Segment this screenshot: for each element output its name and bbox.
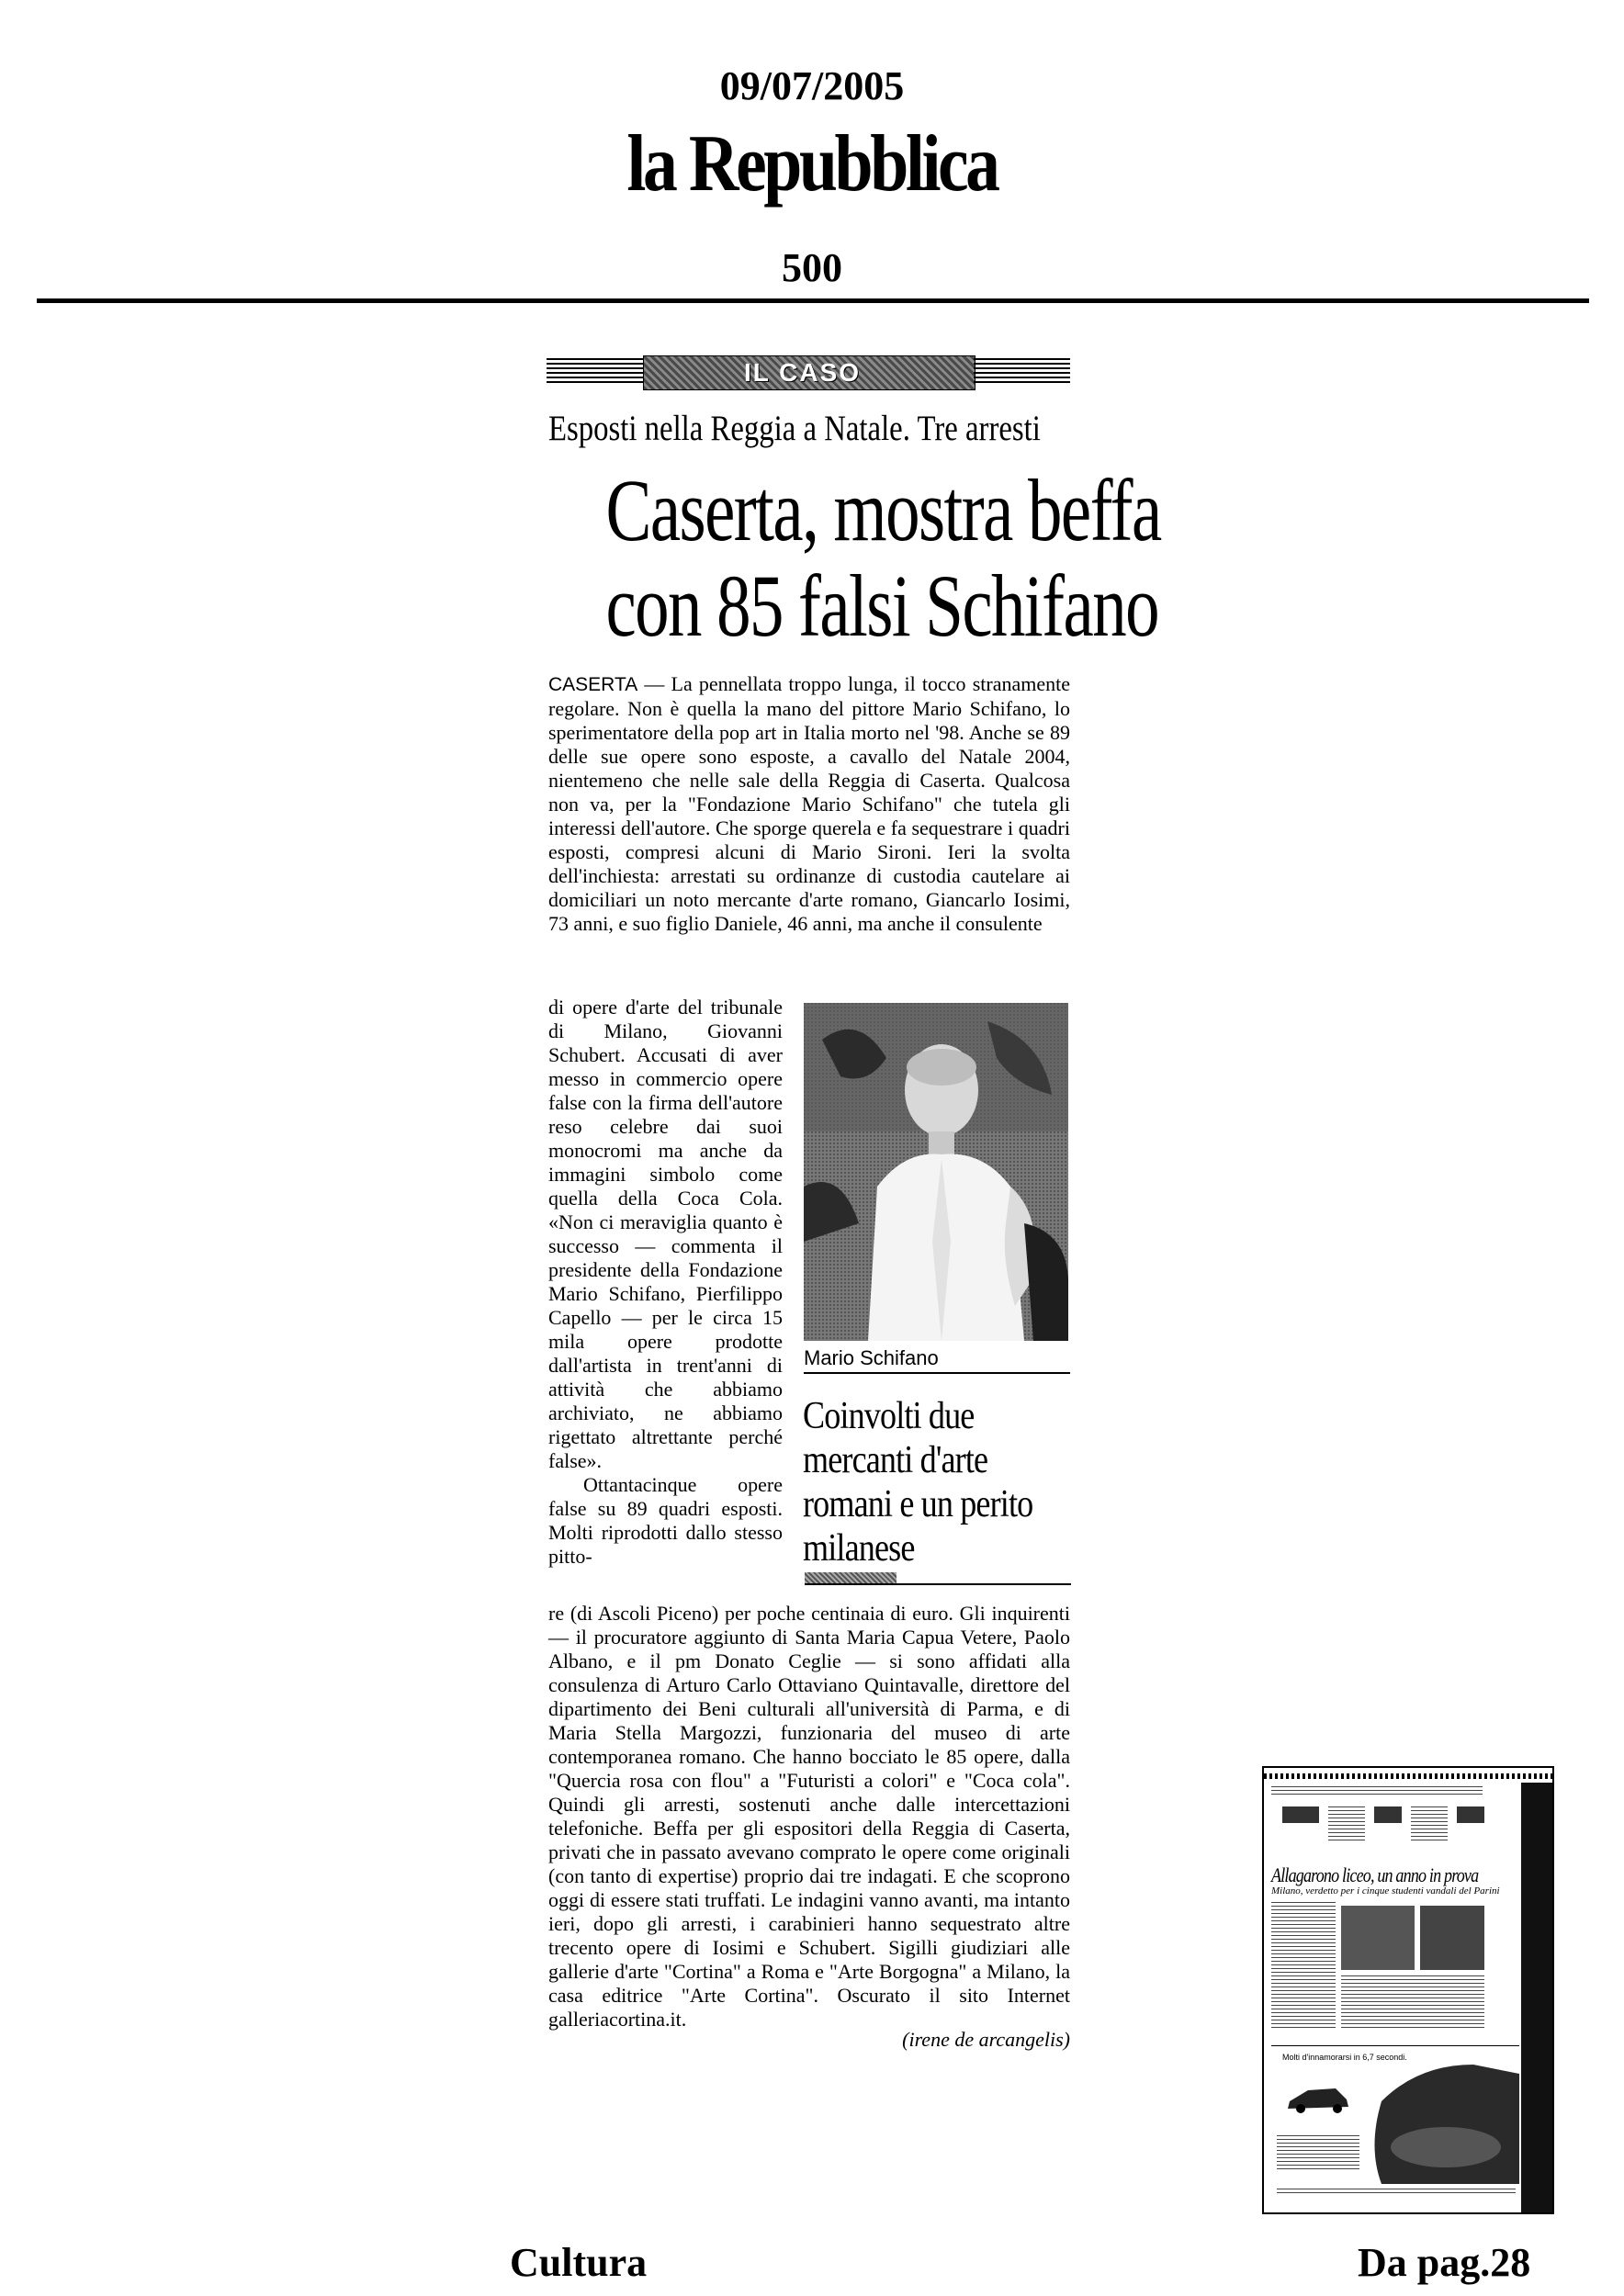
- clipping-date: 09/07/2005: [719, 63, 905, 108]
- headline-line-1: Caserta, mostra beffa: [605, 461, 1161, 559]
- photo-caption: Mario Schifano: [804, 1346, 939, 1369]
- header-rule: [37, 298, 1589, 303]
- thumbnail-photo-strip-2: [1374, 1806, 1402, 1823]
- article-headline: [548, 461, 1161, 655]
- paragraph-narrow-2: Ottantacinque opere false su 89 quadri esposti. Molti riprodotti dallo stesso pitto-: [548, 1473, 783, 1568]
- thumbnail-dark-column: [1521, 1783, 1552, 2212]
- source-page-thumbnail: [1262, 1766, 1554, 2214]
- subhead-line-1: Coinvolti due: [803, 1395, 975, 1437]
- thumbnail-photo-strip-1: [1282, 1806, 1319, 1823]
- paragraph-top-text: — La pennellata troppo lunga, il tocco stranamente regolare. Non è quella la mano del pittore Mario Schifano, lo sperimentatore della pop art in Italia morto nel '98. Anche se 89 delle sue opere sono esposte, a cavallo del Natale 2004, nientemeno che nelle sale della Reggia di Caserta. Qualcosa non va, per la "Fondazione Mario Schifano" che tutela gli interessi dell'autore. Che sporge querela e fa sequestrare i quadri esposti, compresi alcuni di Mario Sironi. Ieri la svolta dell'inchiesta: arrestati su ordinanze di custodia cautelare ai domiciliari un noto mercante d'arte romano, Giancarlo Iosimi, 73 anni, e suo figlio Daniele, 46 anni, ma anche il consulente: [548, 672, 1070, 935]
- paragraph-lead: [548, 672, 1070, 936]
- thumbnail-header-bar: [1264, 1773, 1552, 1779]
- thumbnail-text-block-1: [1328, 1806, 1365, 1843]
- thumbnail-top-text: [1271, 1786, 1483, 1797]
- dateline: CASERTA: [548, 674, 638, 695]
- thumbnail-ad-copy: [1277, 2135, 1359, 2172]
- thumbnail-photo-2: [1420, 1906, 1484, 1970]
- subhead-line-3: romani e un perito: [803, 1483, 1033, 1525]
- thumbnail-car-ad: [1271, 2045, 1519, 2204]
- portrait-image: [804, 1003, 1068, 1341]
- subhead-rule: [805, 1583, 1071, 1585]
- subhead-line-2: mercanti d'arte: [803, 1439, 988, 1481]
- thumbnail-ad-text: Molti d'innamorarsi in 6,7 secondi.: [1282, 2053, 1407, 2062]
- page-code: 500: [782, 245, 842, 290]
- section-label: Cultura: [510, 2240, 648, 2285]
- thumbnail-photo-strip-3: [1457, 1806, 1484, 1823]
- article-body-narrow: [548, 996, 783, 1569]
- article-body-bottom: [548, 1602, 1070, 2032]
- thumbnail-photo-1: [1341, 1906, 1415, 1970]
- thumbnail-text-col-2: [1341, 1975, 1484, 2031]
- thumbnail-subtitle: Milano, verdetto per i cinque studenti vandali del Parini: [1271, 1885, 1500, 1896]
- source-page-label: Da pag.28: [1358, 2240, 1531, 2285]
- thumbnail-text-col-1: [1271, 1902, 1336, 2031]
- article-subhead: [803, 1394, 1078, 1570]
- subhead-line-4: milanese: [803, 1527, 915, 1570]
- paragraph-narrow: di opere d'arte del tribunale di Milano, Giovanni Schubert. Accusati di aver messo in commercio opere false con la firma dell'autore reso celebre dai suoi monocromi ma anche da immagini simbolo come quella della Coca Cola. «Non ci meraviglia quanto è successo — commenta il presidente della Fondazione Mario Schifano, Pierfilippo Capello — per le circa 15 mila opere prodotte dall'artista in trent'anni di attività che abbiamo archiviato, ne abbiamo rigettato altrettante perché false».: [548, 996, 783, 1472]
- article-body-top: [548, 672, 1070, 936]
- thumbnail-title: Allagarono liceo, un anno in prova: [1271, 1863, 1479, 1886]
- newspaper-masthead: la Repubblica: [626, 119, 998, 208]
- portrait-photo: [804, 1003, 1068, 1341]
- thumbnail-footer-text: [1277, 2189, 1516, 2196]
- article-overline: Esposti nella Reggia a Natale. Tre arresti: [548, 409, 1041, 448]
- paragraph-bottom: re (di Ascoli Piceno) per poche centinaia di euro. Gli inquirenti — il procuratore aggiunto di Santa Maria Capua Vetere, Paolo Albano, e il pm Donato Ceglie — si sono affidati alla consulenza di Arturo Carlo Ottaviano Quintavalle, direttore del dipartimento dei Beni culturali all'università di Parma, e di Maria Stella Margozzi, funzionaria del museo di arte contemporanea romano. Che hanno bocciato le 85 opere, dalla "Quercia rosa con flou" a "Futuristi a colori" e "Coca cola". Quindi gli arresti, sostenuti anche dalle intercettazioni telefoniche. Beffa per gli espositori della Reggia di Caserta, privati che in passato avevano comprato le opere come originali (con tanto di expertise) proprio dai tre indagati. E che scoprono oggi di essere stati truffati. Le indagini vanno avanti, ma intanto ieri, dopo gli arresti, i carabinieri hanno sequestrato altre trecento opere di Iosimi e Schubert. Sigilli giudiziari alle gallerie d'arte "Cortina" a Roma e "Arte Borgogna" a Milano, la casa editrice "Arte Cortina". Oscurato il sito Internet galleriacortina.it.: [548, 1602, 1070, 2031]
- thumbnail-car-image: [1271, 2046, 1519, 2204]
- kicker-label: IL CASO: [744, 358, 862, 387]
- author-signature: (irene de arcangelis): [902, 2028, 1070, 2051]
- thumbnail-text-block-2: [1411, 1806, 1448, 1843]
- headline-line-2: con 85 falsi Schifano: [605, 557, 1158, 655]
- kicker-lines-right: [974, 358, 1070, 386]
- kicker-lines-left: [547, 358, 643, 386]
- caption-rule: [804, 1372, 1070, 1374]
